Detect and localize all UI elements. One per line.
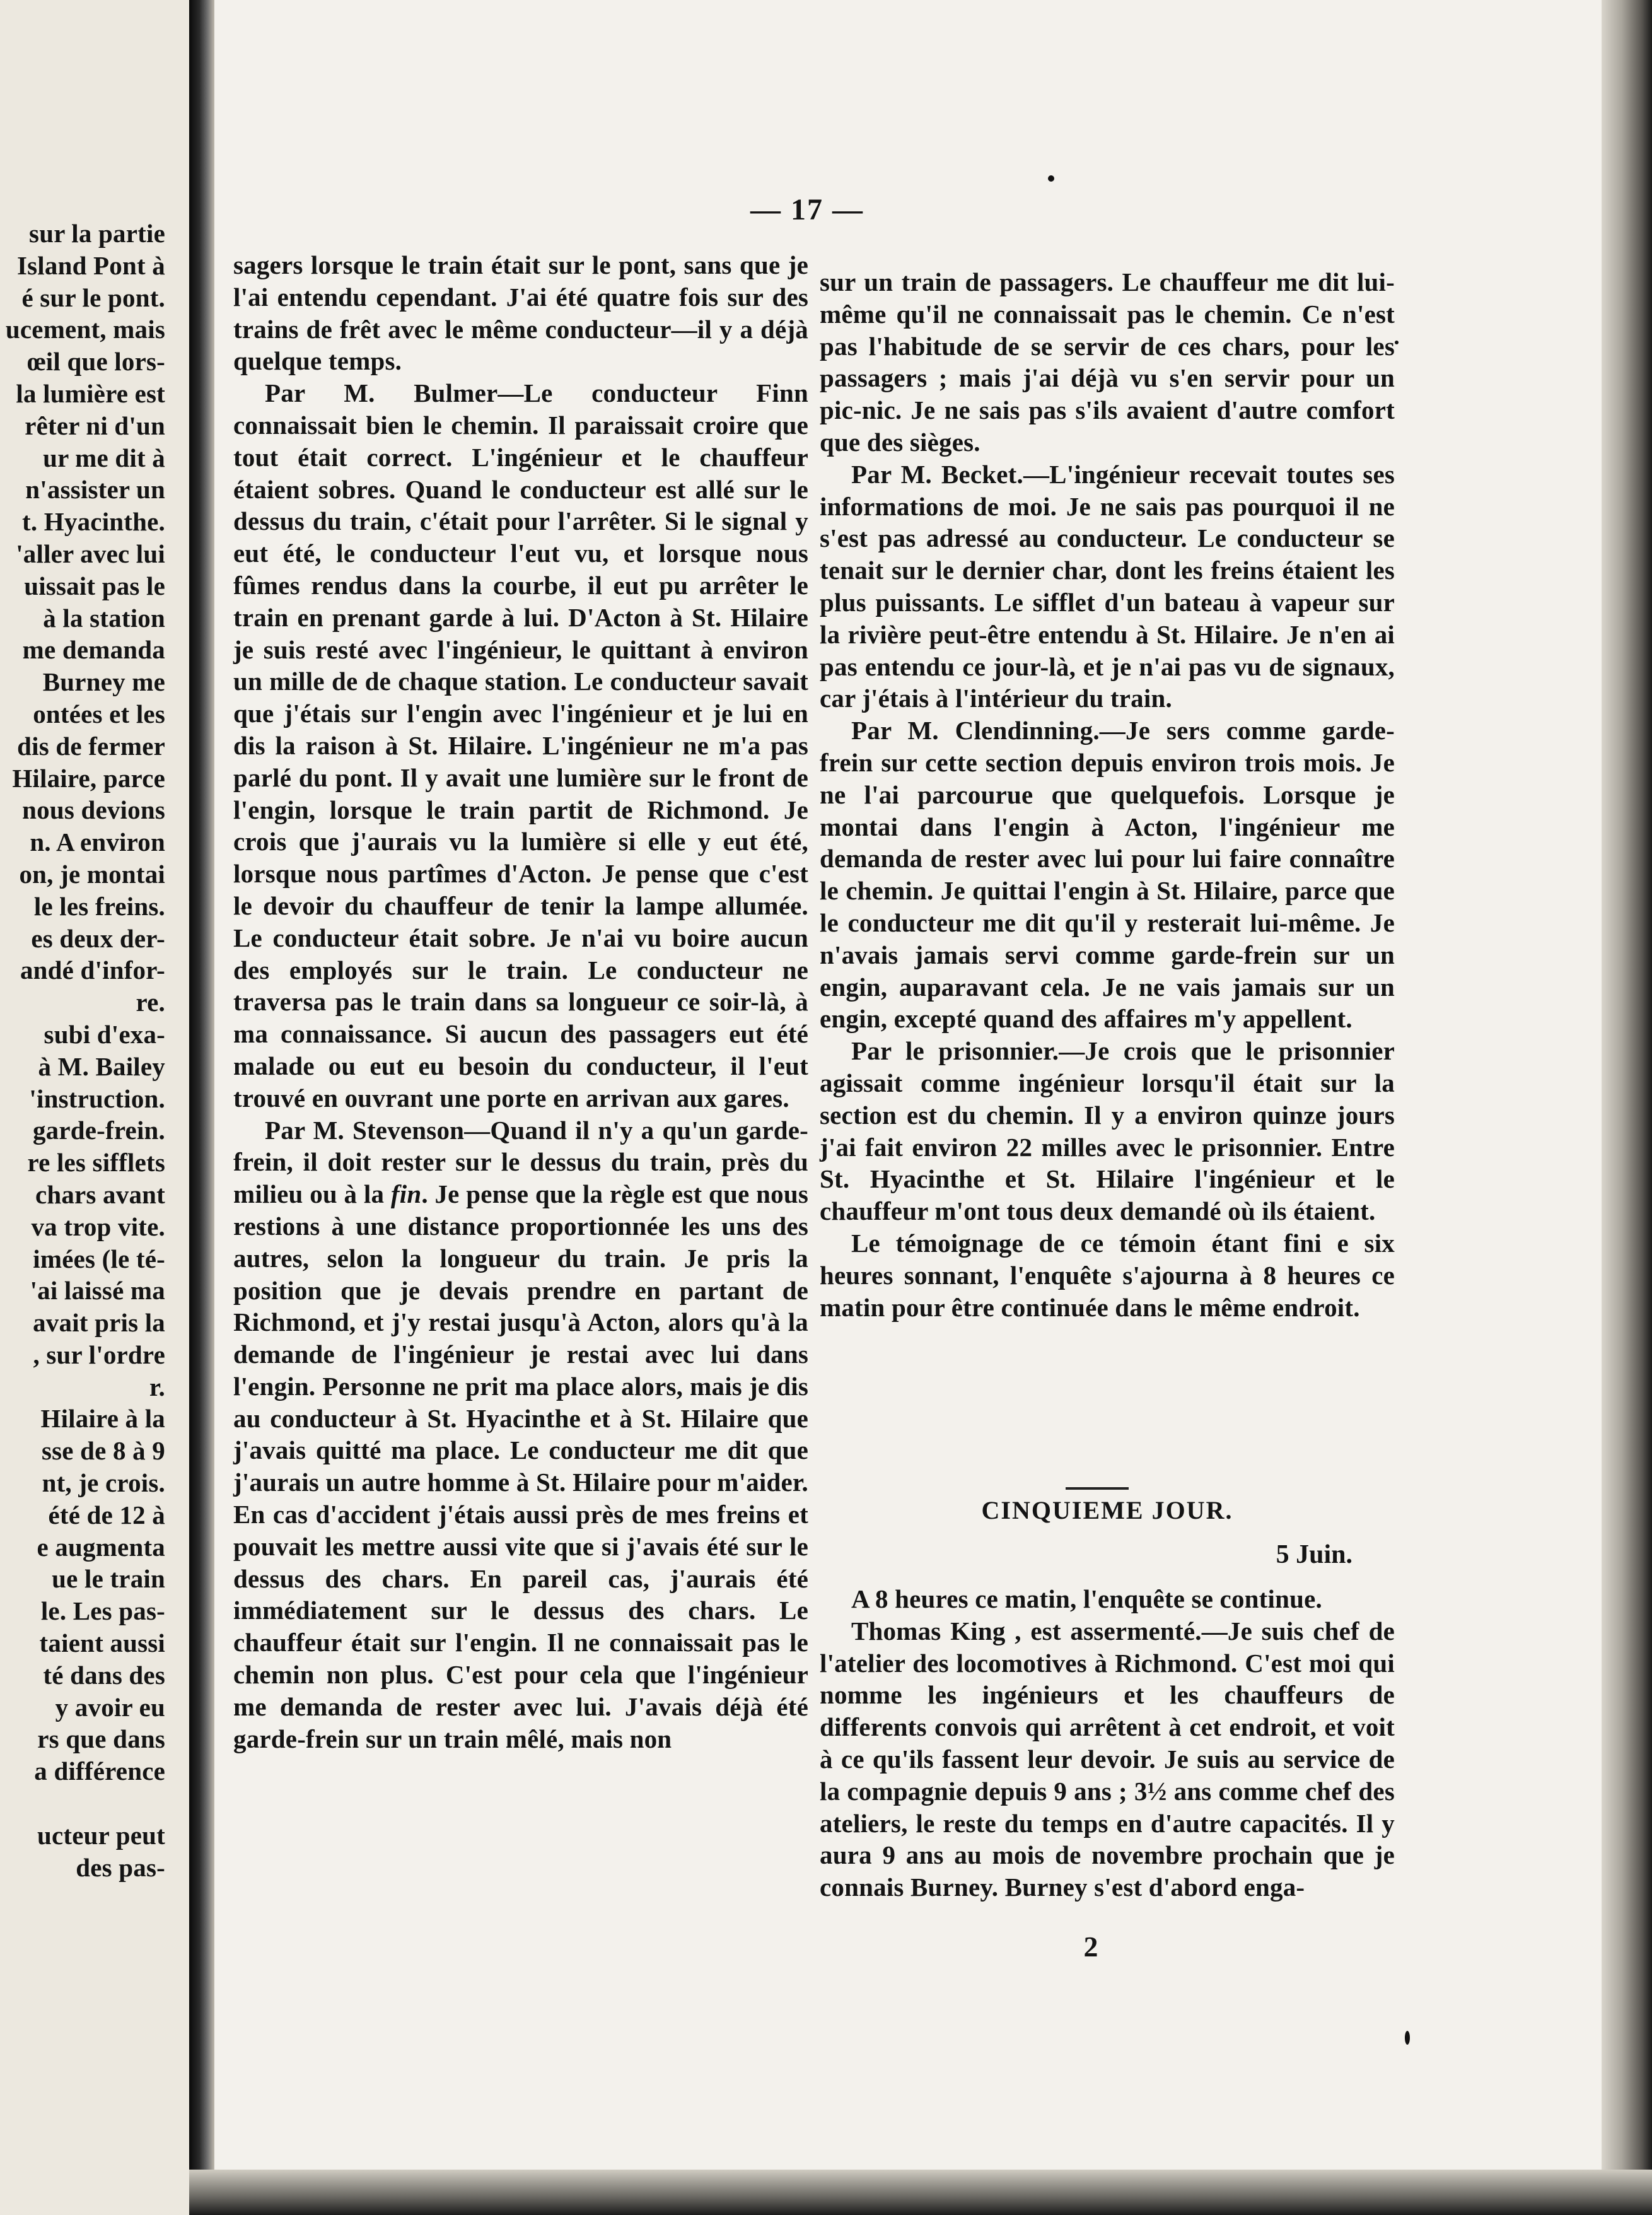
previous-page-column (0, 218, 165, 1883)
paragraph-text: Par M. Stevenson—Quand il n'y a qu'un garde-frein, il doit rester sur le dessus du train, près du milieu ou à la (233, 1115, 808, 1209)
fragment-line: e augmenta (37, 1532, 165, 1562)
paragraph: sagers lorsque le train était sur le pont, sans que je l'ai entendu cependant. J'ai été quatre fois sur des trains de frêt avec le même conducteur—il y a déjà quelque temps. (233, 250, 808, 376)
fragment-line: 'ai laissé ma (30, 1276, 165, 1306)
paragraph: Par M. Clendinning.—Je sers comme garde-frein sur cette section depuis environ trois mois. Je ne l'ai parcourue que quelquefois. Lorsque je montai dans l'engin à Acton, l'ingénieur me demanda de rester avec lui pour lui faire connaître le chemin. Je quittai l'engin à St. Hilaire, parce que le conducteur me dit qu'il y resterait lui-même. Je n'avais jamais servi comme garde-frein sur un engin, auparavant cela. Je ne vais jamais sur un engin, excepté quand des affaires m'y appellent. (820, 716, 1395, 1034)
text-column-left (233, 249, 808, 1755)
fragment-line: es deux der- (31, 923, 165, 953)
section-heading: CINQUIEME JOUR. (981, 1496, 1233, 1524)
fragment-line: é sur le pont. (21, 283, 165, 312)
fragment-line: subi d'exa- (44, 1019, 165, 1049)
fragment-line: , sur l'ordre (33, 1340, 165, 1369)
ink-speck (1405, 2031, 1410, 2045)
paragraph: A 8 heures ce matin, l'enquête se continue. (851, 1584, 1322, 1613)
fragment-line: a différence (34, 1756, 165, 1786)
fragment-line: le. Les pas- (40, 1596, 165, 1626)
fragment-line: ur me dit à (43, 443, 165, 472)
fragment-line: re. (136, 988, 165, 1017)
fragment-line: ucteur peut (37, 1820, 165, 1850)
fragment-line: nt, je crois. (42, 1468, 165, 1498)
ink-speck (1048, 175, 1054, 182)
fragment-line: à M. Bailey (38, 1051, 165, 1081)
fragment-line: été de 12 à (48, 1500, 165, 1529)
fragment-line: imées (le té- (33, 1244, 165, 1273)
fragment-line (0, 1787, 165, 1820)
fragment-line: garde-frein. (32, 1116, 165, 1145)
fragment-line: œil que lors- (27, 347, 165, 377)
paragraph (233, 1114, 808, 1755)
paragraph: Par le prisonnier.—Je crois que le prisonnier agissait comme ingénieur lorsqu'il était sur la section est du chemin. Il y a environ quinze jours j'ai fait environ 22 milles avec le prisonnier. Entre St. Hyacinthe et St. Hilaire l'ingénieur et le chauffeur m'ont tous deux demandé où ils étaient. (820, 1036, 1395, 1226)
text-column-right (820, 266, 1395, 1323)
fragment-line: Hilaire, parce (12, 763, 165, 793)
fragment-line: ucement, mais (5, 315, 165, 344)
fragment-line: à la station (43, 603, 165, 633)
fragment-line: n'assister un (25, 475, 165, 505)
fragment-line: nous devions (22, 795, 165, 825)
fragment-line: t. Hyacinthe. (22, 507, 165, 537)
fragment-line: ontées et les (33, 699, 165, 728)
page-edge (1602, 0, 1652, 2215)
fragment-line: Burney me (42, 667, 165, 697)
fragment-line: sur la partie (29, 219, 165, 248)
fragment-line: té dans des (43, 1660, 165, 1690)
book-gutter (189, 0, 214, 2215)
fragment-line: des pas- (76, 1852, 165, 1882)
fragment-line: r. (149, 1372, 165, 1401)
fragment-line: on, je montai (19, 859, 165, 889)
fragment-line: Hilaire à la (40, 1404, 165, 1434)
italic-word: fin (390, 1179, 422, 1209)
fragment-line: rs que dans (37, 1724, 165, 1754)
fragment-line: me demanda (22, 635, 165, 665)
fragment-line: 'instruction. (29, 1084, 165, 1113)
paragraph: Par M. Becket.—L'ingénieur recevait toutes ses informations de moi. Je ne sais pas pourquoi il ne s'est pas adressé au conducteur. Le conducteur se tenait sur le dernier char, dont les freins étaient les plus puissants. Le sifflet d'un bateau à vapeur sur la rivière peut-être entendu à St. Hilaire. Je n'en ai pas entendu ce jour-là, et je n'ai pas vu de signaux, car j'étais à l'intérieur du train. (820, 459, 1395, 713)
fragment-line: sse de 8 à 9 (41, 1436, 165, 1466)
paragraph: sur un train de passagers. Le chauffeur me dit lui-même qu'il ne connaissait pas le chemin. Ce n'est pas l'habitude de se servir de ces chars, pour les passagers ; mais j'ai déjà vu s'en servir pour un pic-nic. Je ne sais pas s'ils avaient d'autre comfort que des sièges. (820, 267, 1395, 457)
fragment-line: taient aussi (39, 1628, 165, 1658)
fragment-line: ue le train (52, 1564, 165, 1594)
fragment-line: dis de fermer (17, 731, 165, 761)
fragment-line: le les freins. (33, 891, 165, 921)
fragment-line: n. A environ (30, 827, 165, 857)
paragraph-text: . Je pense que la règle est que nous restions à une distance proportionnée les uns des autres, selon la longueur du train. Je pris la position que je devais prendre en partant de Richmond, et j'y restai jusqu'à Acton, alors qu'à la demande de l'ingénieur je restai avec lui dans l'engin. Personne ne prit ma place alors, mais je dis au conducteur à St. Hyacinthe et à St. Hilaire que j'avais quitté ma place. Le conducteur me dit que j'aurais un autre homme à St. Hilaire pour m'aider. En cas d'accident j'étais aussi près de mes freins et pouvait les mettre aussi vite que si j'avais été sur le dessus des chars. En pareil cas, j'aurais été immédiatement sur le dessus des chars. Le chauffeur était sur l'engin. Il ne connaissait pas le chemin non plus. C'est pour cela que l'ingénieur me demanda de rester avec lui. J'avais déjà été garde-frein sur un train mêlé, mais non (233, 1179, 808, 1753)
fragment-line: la lumière est (16, 378, 165, 408)
fragment-line: uissait pas le (24, 571, 165, 600)
date-line: 5 Juin. (1276, 1540, 1352, 1569)
text-column-right-continued (820, 1583, 1395, 1903)
fragment-line: y avoir eu (55, 1692, 165, 1722)
fragment-line: avait pris la (33, 1308, 165, 1338)
page-number: — 17 — (750, 193, 864, 226)
fragment-line: rêter ni d'un (25, 411, 165, 440)
ink-speck (1395, 341, 1399, 344)
fragment-line: andé d'infor- (20, 956, 165, 985)
previous-page-fragment (0, 0, 189, 2215)
signature-mark: 2 (1083, 1931, 1098, 1963)
fragment-line: chars avant (35, 1179, 165, 1209)
page-bottom-edge (189, 2170, 1652, 2215)
paragraph: Thomas King , est assermenté.—Je suis chef de l'atelier des locomotives à Richmond. C'est moi qui nomme les ingénieurs et les chauffeurs de differents convois qui arrêtent à cet endroit, et voit à ce qu'ils fassent leur devoir. Je suis au service de la compagnie depuis 9 ans ; 3½ ans comme chef des ateliers, le reste du temps en d'autre capacités. Il y aura 9 ans au mois de novembre prochain que je connais Burney. Burney s'est d'abord enga- (820, 1616, 1395, 1902)
paragraph: Le témoignage de ce témoin étant fini e six heures sonnant, l'enquête s'ajourna à 8 heures ce matin pour être continuée dans le même endroit. (820, 1228, 1395, 1322)
section-rule (1066, 1487, 1129, 1490)
fragment-line: 'aller avec lui (16, 539, 165, 568)
fragment-line: re les sifflets (27, 1148, 165, 1178)
fragment-line: Island Pont à (16, 250, 165, 280)
paragraph: Par M. Bulmer—Le conducteur Finn connaissait bien le chemin. Il paraissait croire que tout était correct. L'ingénieur et le chauffeur étaient sobres. Quand le conducteur est allé sur le dessus du train, c'était pour l'arrêter. Si le signal y eut été, le conducteur l'eut vu, et lorsque nous fûmes rendus dans la courbe, il eut pu arrêter le train en prenant garde à lui. D'Acton à St. Hilaire je suis resté avec l'ingénieur, le quittant à environ un mille de de chaque station. Le conducteur savait que j'étais sur l'engin avec l'ingénieur et je lui en dis la raison à St. Hilaire. L'ingénieur ne m'a pas parlé du pont. Il y avait une lumière sur le front de l'engin, lorsque le train partit de Richmond. Je crois que j'aurais vu la lumière si elle y eut été, lorsque nous partîmes d'Acton. Je pense que c'est le devoir du chauffeur de tenir la lampe allumée. Le conducteur était sobre. Je n'ai vu boire aucun des employés sur le train. Le conducteur ne traversa pas le train dans sa longueur ce soir-là, à ma connaissance. Si aucun des passagers eut été malade ou eut eu besoin du conducteur, il l'eut trouvé en ouvrant une porte en arrivan aux gares. (233, 378, 808, 1113)
fragment-line: va trop vite. (31, 1212, 165, 1241)
